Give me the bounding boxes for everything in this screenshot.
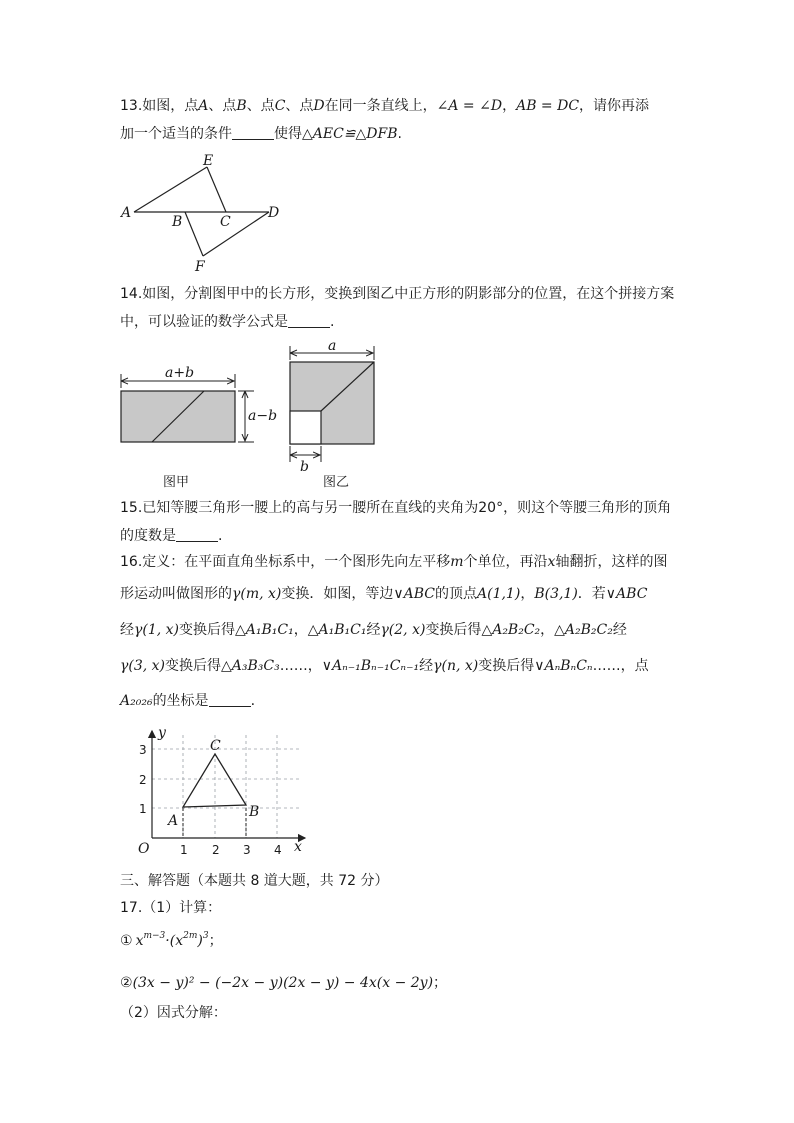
- q13-line1: 13.如图，点A、点B、点C、点D在同一条直线上，∠A = ∠D，AB = DC，请你再添: [120, 98, 650, 114]
- q16-line1: 16.定义：在平面直角坐标系中，一个图形先向左平移m个单位，再沿x轴翻折，这样的图: [120, 554, 668, 570]
- label-B: B: [172, 214, 183, 230]
- answer-blank: [288, 313, 330, 328]
- xtick-2: 2: [212, 843, 220, 857]
- origin-label: O: [138, 841, 150, 857]
- label-A: A: [121, 205, 132, 221]
- answer-blank: [209, 692, 251, 707]
- graph-label-B: B: [249, 804, 260, 820]
- section-heading: 三、解答题（本题共 8 道大题，共 72 分）: [120, 873, 389, 889]
- ytick-3: 3: [139, 743, 147, 757]
- answer-blank: [176, 527, 218, 542]
- q13-line2: 加一个适当的条件 使得△AEC≌△DFB.: [120, 126, 402, 142]
- label-b: b: [300, 459, 309, 475]
- ytick-2: 2: [139, 773, 147, 787]
- q14-figure-left: [112, 360, 278, 450]
- q16-line3: 经γ(1, x)变换后得△A₁B₁C₁，△A₁B₁C₁经γ(2, x)变换后得△A₂B₂C₂，△A₂B₂C₂经: [120, 622, 627, 638]
- q14-line1: 14.如图，分割图甲中的长方形，变换到图乙中正方形的阴影部分的位置，在这个拼接方案: [120, 286, 675, 302]
- label-F: F: [195, 259, 205, 275]
- q16-coordinate-graph: [130, 725, 315, 860]
- q16-line4: γ(3, x)变换后得△A₃B₃C₃……，∨Aₙ₋₁Bₙ₋₁Cₙ₋₁经γ(n, x)变换后得∨AₙBₙCₙ……，点: [120, 658, 649, 674]
- q14-line2: 中，可以验证的数学公式是 .: [120, 314, 335, 330]
- q15-line1: 15.已知等腰三角形一腰上的高与另一腰所在直线的夹角为20°，则这个等腰三角形的顶角: [120, 500, 672, 516]
- answer-blank: [232, 125, 274, 140]
- q14-figure-right: [282, 338, 392, 478]
- caption-figure-left: 图甲: [163, 475, 190, 490]
- q13-figure: [115, 150, 295, 275]
- q17-title: 17.（1）计算：: [120, 900, 222, 916]
- small-square: [290, 411, 321, 444]
- label-a-plus-b: a+b: [165, 365, 195, 381]
- graph-label-A: A: [168, 813, 179, 829]
- label-a: a: [328, 338, 337, 354]
- triangle-abc: [183, 754, 246, 807]
- label-C: C: [220, 214, 231, 230]
- q16-line2: 形运动叫做图形的γ(m, x)变换．如图，等边∨ABC的顶点A(1,1)，B(3,1)．若∨ABC: [120, 586, 648, 602]
- label-E: E: [203, 153, 214, 169]
- graph-label-C: C: [210, 738, 221, 754]
- y-axis-label: y: [158, 725, 166, 741]
- x-axis-label: x: [294, 839, 302, 855]
- label-D: D: [268, 205, 280, 221]
- xtick-3: 3: [243, 843, 251, 857]
- xtick-4: 4: [274, 843, 282, 857]
- q15-line2: 的度数是 .: [120, 528, 223, 544]
- ytick-1: 1: [139, 802, 147, 816]
- q17-item1: ① $x^{m-3}\cdot(x^{2m})^3$；: [120, 931, 223, 949]
- xtick-1: 1: [180, 843, 188, 857]
- q16-line5: A₂₀₂₆的坐标是 .: [120, 693, 256, 709]
- caption-figure-right: 图乙: [323, 475, 350, 490]
- q17-item2: ②(3x − y)² − (−2x − y)(2x − y) − 4x(x − 2y)；: [120, 975, 448, 991]
- q17-part2: （2）因式分解：: [120, 1005, 227, 1021]
- label-a-minus-b: a−b: [248, 408, 278, 424]
